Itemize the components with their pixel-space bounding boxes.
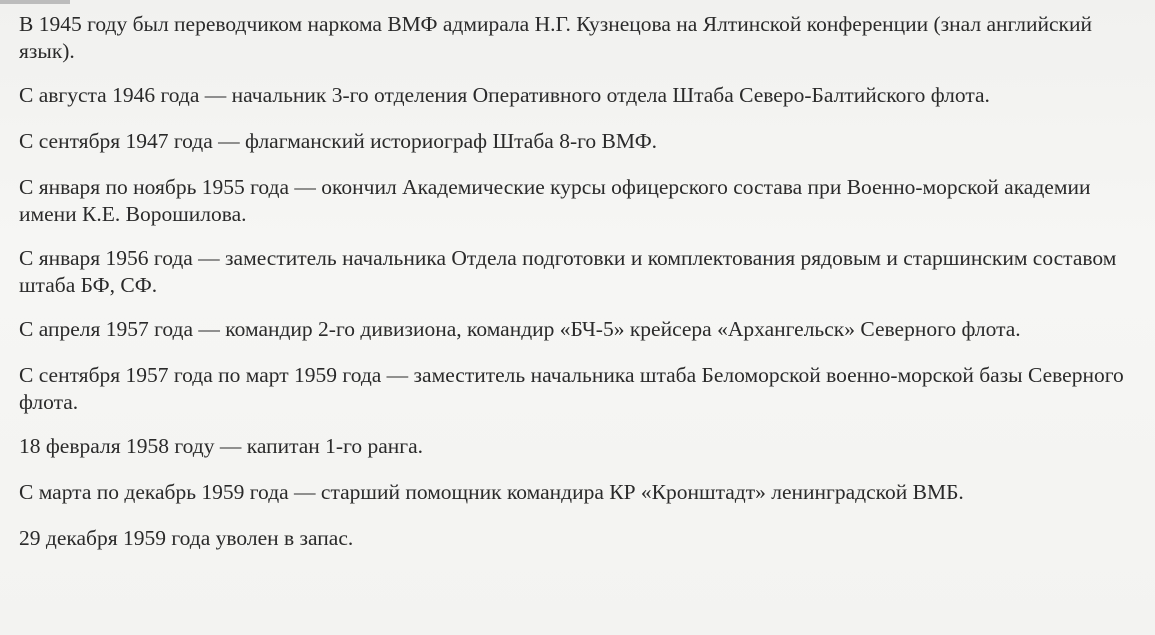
paragraph-1959-kronshtadt: С марта по декабрь 1959 года — старший помощник командира КР «Кронштадт» ленинградской ВМБ. [19, 480, 964, 504]
paragraph-1946-august: С августа 1946 года — начальник 3-го отделения Оперативного отдела Штаба Северо-Балтийского флота. [19, 83, 990, 107]
paragraph-1945-translator: В 1945 году был переводчиком наркома ВМФ адмирала Н.Г. Кузнецова на Ялтинской конференции (знал английский язык). [19, 12, 1093, 63]
paragraph-1959-retired: 29 декабря 1959 года уволен в запас. [19, 526, 354, 550]
paragraph-1957-september: С сентября 1957 года по март 1959 года — заместитель начальника штаба Беломорской военно-морской базы Северного флота. [19, 363, 1124, 414]
paragraph-1956-january: С января 1956 года — заместитель начальника Отдела подготовки и комплектования рядовым и старшинским составом штаба БФ, СФ. [19, 246, 1117, 297]
paragraph-1947-september: С сентября 1947 года — флагманский историограф Штаба 8-го ВМФ. [19, 129, 658, 153]
paragraph-1955-academy: С января по ноябрь 1955 года — окончил Академические курсы офицерского состава при Военно-морской академии имени К.Е. Ворошилова. [19, 175, 1091, 226]
scan-edge-mark [0, 0, 70, 4]
document-body [19, 11, 1149, 571]
paragraph-1958-rank: 18 февраля 1958 году — капитан 1-го ранга. [19, 434, 424, 458]
paragraph-1957-april: С апреля 1957 года — командир 2-го дивизиона, командир «БЧ-5» крейсера «Архангельск» Северного флота. [19, 317, 1021, 341]
